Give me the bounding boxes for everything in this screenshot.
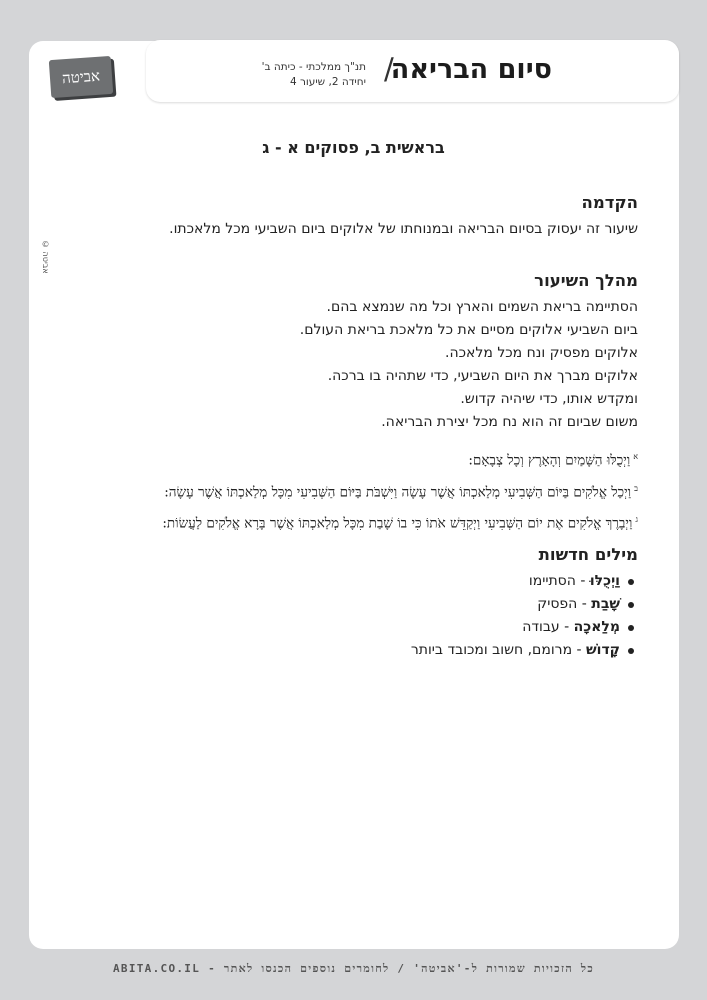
verse-text: וַיְכַל אֱלֹקִים בַּיּוֹם הַשְּׁבִיעִי מְלַאכְתּוֹ אֲשֶׁר עָשָׂה וַיִּשְׁבֹּת בַּיּוֹם הַשְּׁבִיעִי מִכָּל מְלַאכְתּוֹ אֲשֶׁר עָשָׂה: — [164, 484, 632, 500]
vocab-meaning: - הסתיימו — [528, 573, 590, 589]
lesson-title: סיום הבריאה — [390, 54, 552, 85]
vocab-meaning: - הפסיק — [537, 596, 592, 612]
vocab-section — [40, 545, 638, 662]
source-title: בראשית ב, פסוקים א - ג — [262, 138, 445, 157]
vocab-word: קָדוֹשׁ — [586, 642, 620, 658]
verse — [30, 443, 638, 475]
curriculum-label: תנ"ך ממלכתי - כיתה ב' — [261, 61, 366, 73]
lesson-flow-section — [40, 271, 638, 434]
lesson-flow-heading: מהלך השיעור — [534, 271, 638, 290]
vocab-meaning: - עבודה — [522, 619, 574, 635]
verse-number: ג — [635, 515, 638, 524]
lesson-flow-line: ומקדש אותו, כדי שיהיה קדוש. — [460, 391, 638, 407]
verse-text: וַיְכֻלּוּ הַשָּׁמַיִם וְהָאָרֶץ וְכָל צְבָאָם: — [468, 452, 631, 469]
verse — [30, 506, 638, 538]
verse-number: א — [633, 452, 638, 461]
lesson-flow-line: משום שביום זה הוא נח מכל יצירת הבריאה. — [381, 414, 638, 430]
vocab-item — [40, 593, 638, 616]
verse-number: ב — [634, 483, 638, 493]
intro-text: שיעור זה יעסוק בסיום הבריאה ובמנוחתו של אלוקים ביום השביעי מכל מלאכתו. — [169, 221, 638, 237]
vocab-meaning: - מרומם, חשוב ומכובד ביותר — [410, 642, 587, 658]
vocab-item — [40, 570, 638, 593]
vocab-word: מְלַאכָה — [573, 619, 620, 635]
vocab-list — [40, 570, 638, 662]
abita-logo: אביטה — [49, 56, 113, 98]
vocab-heading: מילים חדשות — [538, 545, 638, 564]
lesson-flow-line: אלוקים מפסיק ונח מכל מלאכה. — [445, 345, 638, 361]
vocab-word: וַיְכֻלּוּ — [589, 573, 620, 589]
lesson-flow-line: ביום השביעי אלוקים מסיים את כל מלאכת בריאת העולם. — [299, 322, 638, 338]
vocab-item — [40, 639, 638, 662]
side-credit: אביטה © — [41, 240, 50, 274]
verse-text: וַיְבָרֶךְ אֱלֹקִים אֶת יוֹם הַשְּׁבִיעִי וַיְקַדֵּשׁ אֹתוֹ כִּי בוֹ שָׁבַת מִכָּל מְלַאכְתּוֹ אֲשֶׁר בָּרָא אֱלֹקִים לַעֲשׂוֹת: — [162, 515, 633, 532]
footer-copyright: כל הזכויות שמורות ל-'אביטה' / לחומרים נוספים הכנסו לאתר - ABITA.CO.IL — [112, 962, 595, 975]
vocab-item — [40, 616, 638, 639]
lesson-meta — [262, 60, 366, 90]
verse — [30, 475, 638, 507]
lesson-flow-line: הסתיימה בריאת השמים והארץ וכל מה שנמצא בהם. — [326, 299, 638, 315]
lesson-flow-line: אלוקים מברך את היום השביעי, כדי שתהיה בו ברכה. — [327, 368, 638, 384]
unit-lesson-label: יחידה 2, שיעור 4 — [289, 76, 366, 88]
vocab-word: שָׁבַת — [591, 596, 620, 612]
title-slash: / — [384, 52, 394, 86]
intro-heading: הקדמה — [581, 193, 638, 212]
intro-section — [40, 193, 638, 241]
verses-block — [30, 443, 638, 538]
